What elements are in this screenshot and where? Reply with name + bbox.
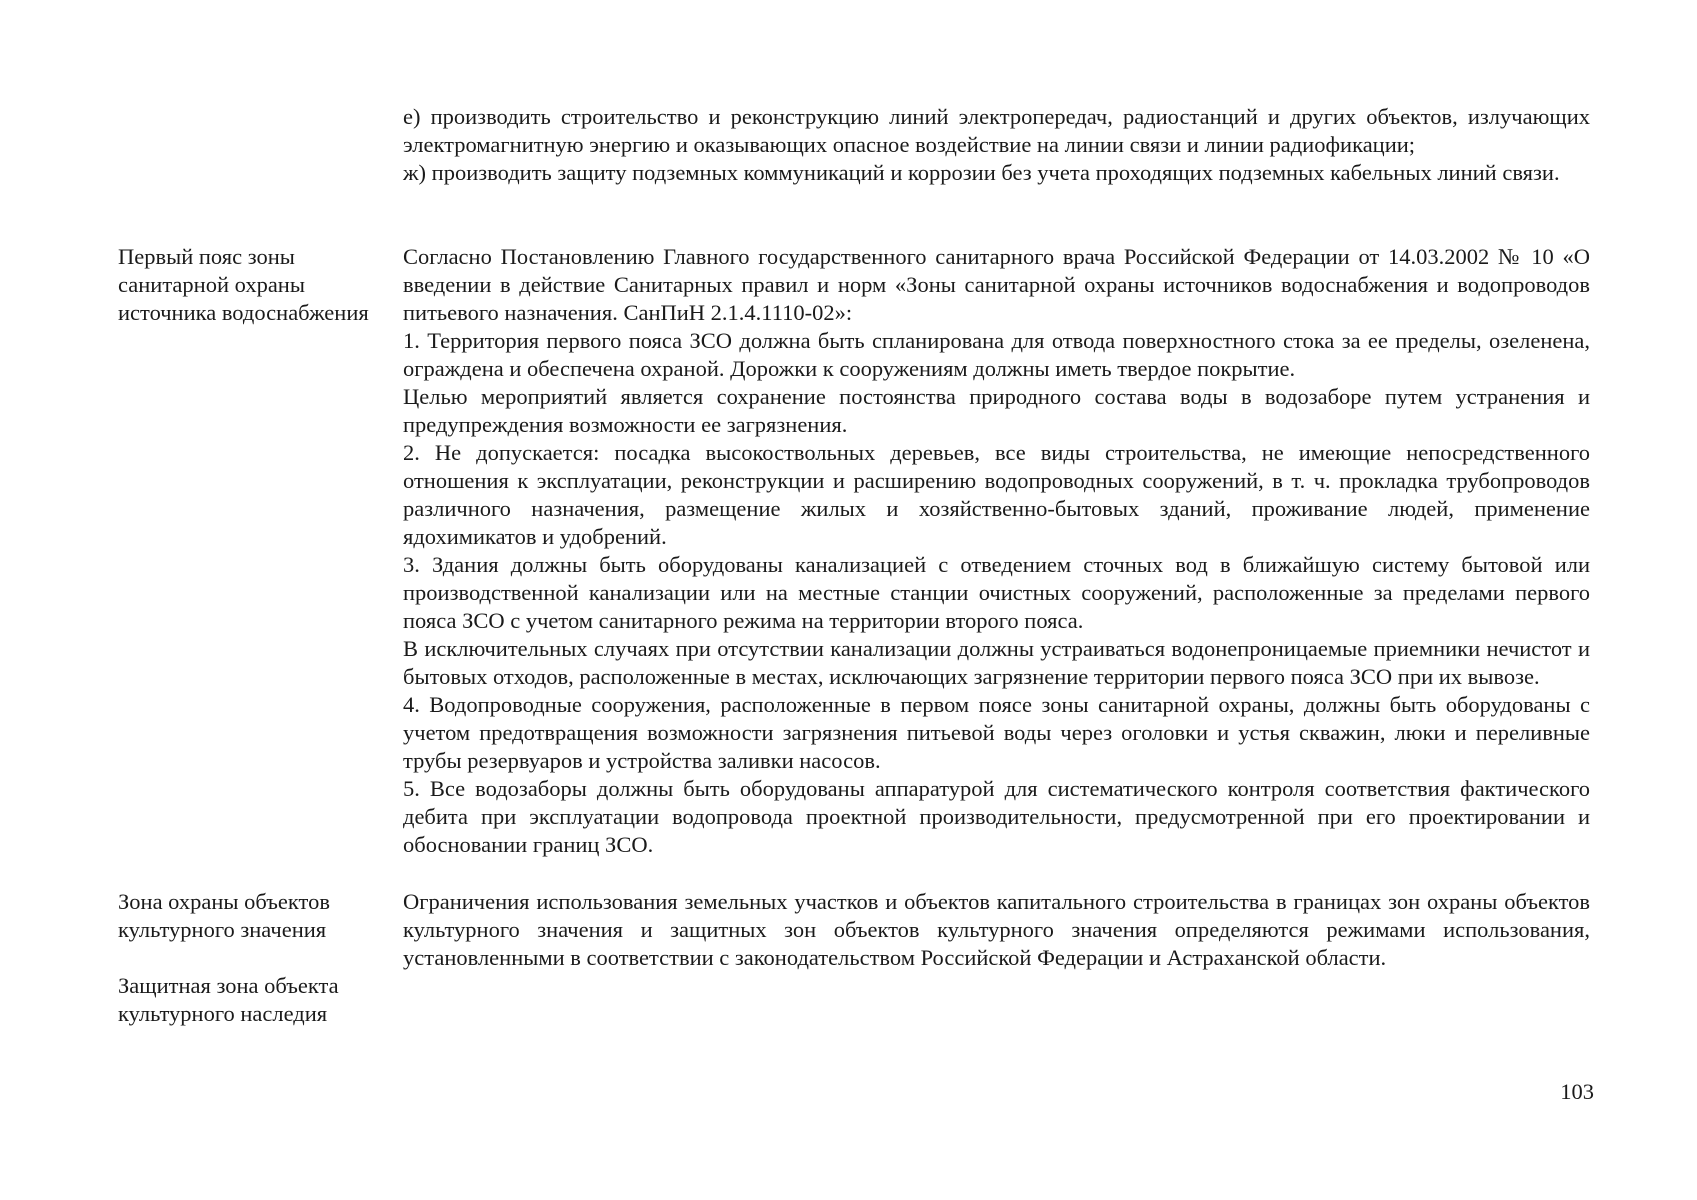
water-zone-paragraph: 5. Все водозаборы должны быть оборудованы аппаратурой для систематического контроля соответствия фактического дебита при эксплуатации водопровода проектной производительности, предусмотренной при его проектировании и обосновании границ ЗСО. [403,776,1590,857]
water-zone-row [118,243,1590,859]
water-zone-paragraph: 2. Не допускается: посадка высокоствольных деревьев, все виды строительства, не имеющие непосредственного отношения к эксплуатации, реконструкции и расширению водопроводных сооружений, в т. ч. прокладка трубопроводов различного назначения, размещение жилых и хозяйственно-бытовых зданий, проживание людей, применение ядохимикатов и удобрений. [403,440,1590,549]
water-zone-paragraph: 1. Территория первого пояса ЗСО должна быть спланирована для отвода поверхностного стока за ее пределы, озеленена, ограждена и обеспечена охраной. Дорожки к сооружениям должны иметь твердое покрытие. [403,328,1590,381]
list-item-zh: ж) производить защиту подземных коммуникаций и коррозии без учета проходящих подземных кабельных линий связи. [403,160,1560,185]
empty-label-cell [118,103,403,187]
culture-zone-row [118,888,1590,1028]
water-zone-paragraph: 3. Здания должны быть оборудованы канализацией с отведением сточных вод в ближайшую систему бытовой или производственной канализации или на местные станции очистных сооружений, расположенные за пределами первого пояса ЗСО с учетом санитарного режима на территории второго пояса. [403,552,1590,633]
culture-zone-text [403,888,1590,1028]
water-zone-paragraph: 4. Водопроводные сооружения, расположенные в первом поясе зоны санитарной охраны, должны быть оборудованы с учетом предотвращения возможности загрязнения питьевой воды через оголовки и устья скважин, люки и переливные трубы резервуаров и устройства заливки насосов. [403,692,1590,773]
water-zone-paragraph: В исключительных случаях при отсутствии канализации должны устраиваться водонепроницаемые приемники нечистот и бытовых отходов, расположенные в местах, исключающих загрязнение территории первого пояса ЗСО при их вывозе. [403,636,1590,689]
culture-zone-label-2: Защитная зона объекта культурного наследия [118,973,339,1026]
water-zone-text [403,243,1590,859]
water-zone-paragraph: Целью мероприятий является сохранение постоянства природного состава воды в водозаборе путем устранения и предупреждения возможности ее загрязнения. [403,384,1590,437]
continuation-text [403,103,1590,187]
culture-zone-paragraph: Ограничения использования земельных участков и объектов капитального строительства в границах зон охраны объектов культурного значения и защитных зон объектов культурного значения определяются режимами использования, установленными в соответствии с законодательством Российской Федерации и Астраханской области. [403,889,1590,970]
culture-zone-label-1: Зона охраны объектов культурного значения [118,889,330,942]
list-item-e: е) производить строительство и реконструкцию линий электропередач, радиостанций и других объектов, излучающих электромагнитную энергию и оказывающих опасное воздействие на линии связи и линии радиофикации; [403,104,1590,157]
continuation-row [118,103,1590,187]
page-number: 103 [1560,1079,1594,1104]
culture-zone-labels [118,888,403,1028]
water-zone-label-text: Первый пояс зоны санитарной охраны источника водоснабжения [118,244,369,325]
water-zone-label [118,243,403,859]
water-zone-paragraph: Согласно Постановлению Главного государственного санитарного врача Российской Федерации от 14.03.2002 № 10 «О введении в действие Санитарных правил и норм «Зоны санитарной охраны источников водоснабжения и водопроводов питьевого назначения. СанПиН 2.1.4.1110-02»: [403,244,1590,325]
